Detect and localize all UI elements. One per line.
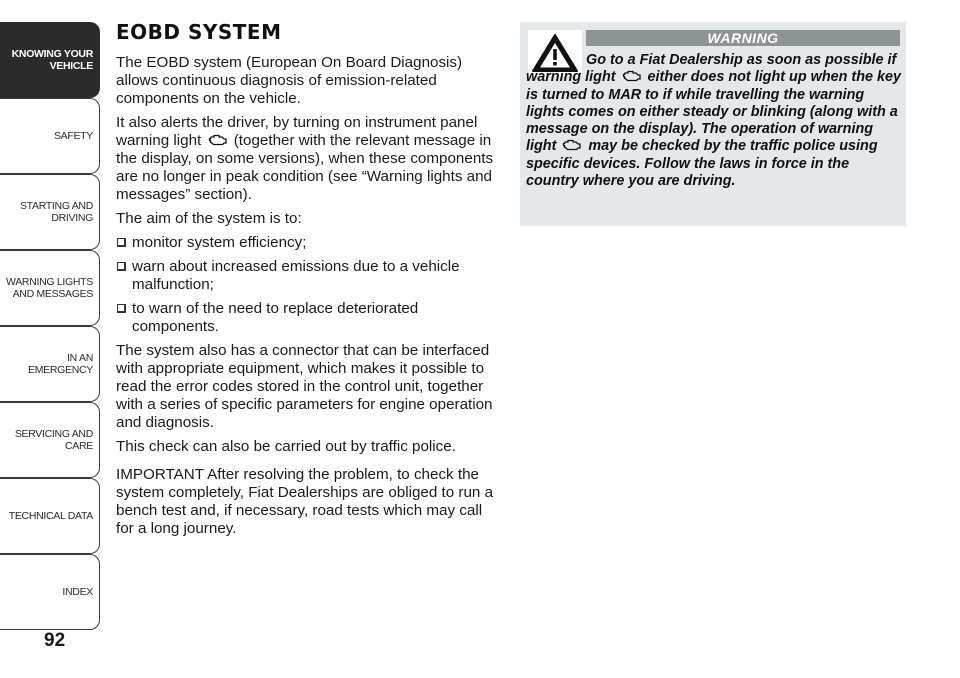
list-item: warn about increased emissions due to a vehicle malfunction; — [116, 258, 500, 294]
alert-paragraph — [116, 114, 500, 204]
list-item: to warn of the need to replace deteriorated components. — [116, 300, 500, 336]
tab-technical-data[interactable]: TECHNICAL DATA — [0, 478, 100, 554]
intro-paragraph: The EOBD system (European On Board Diagnosis) allows continuous diagnosis of emission-related components on the vehicle. — [116, 54, 463, 107]
police-paragraph: This check can also be carried out by traffic police. — [116, 438, 456, 455]
main-content — [116, 20, 500, 544]
checkbox-bullet-icon — [117, 238, 126, 247]
page-title: EOBD SYSTEM — [116, 20, 282, 44]
connector-paragraph: The system also has a connector that can be interfaced with appropriate equipment, which makes it possible to read the error codes stored in the control unit, together with a series of specific parameters for engine operation and diagnosis. — [116, 342, 493, 431]
alert-text-before: It also alerts the driver, by turning on instrument panel warning light — [116, 114, 478, 149]
tab-warning-lights-and-messages[interactable]: WARNING LIGHTS AND MESSAGES — [0, 250, 100, 326]
tab-index[interactable]: INDEX — [0, 554, 100, 630]
engine-check-icon — [622, 70, 642, 82]
alert-text-after: (together with the relevant message in the display, on some versions), when these components are no longer in peak condition (see “Warning lights and messages” section). — [116, 132, 494, 203]
tab-servicing-and-care[interactable]: SERVICING AND CARE — [0, 402, 100, 478]
checkbox-bullet-icon — [117, 262, 126, 271]
warning-text: Go to a Fiat Dealership as soon as possible if warning light either does not light up when the key is turned to MAR to if while travelling the warning lights comes on either steady or blinking (along with a message on the display). The operation of warning light may be checked by the traffic police using specific devices. Follow the laws in force in the country where you are driving. — [526, 52, 902, 190]
warning-box — [520, 22, 906, 226]
list-item: monitor system efficiency; — [116, 234, 500, 252]
warning-header: WARNING — [586, 30, 900, 46]
tab-safety[interactable]: SAFETY — [0, 98, 100, 174]
important-paragraph: IMPORTANT After resolving the problem, to check the system completely, Fiat Dealerships are obliged to run a bench test and, if necessary, road tests which may call for a long journey. — [116, 466, 494, 537]
engine-check-icon — [562, 139, 582, 151]
page-number: 92 — [44, 630, 66, 651]
engine-check-icon — [208, 134, 228, 146]
aim-list — [116, 234, 500, 336]
tab-knowing-your-vehicle[interactable]: KNOWING YOUR VEHICLE — [0, 22, 100, 98]
checkbox-bullet-icon — [117, 304, 126, 313]
aim-paragraph: The aim of the system is to: — [116, 210, 302, 227]
tab-starting-and-driving[interactable]: STARTING AND DRIVING — [0, 174, 100, 250]
tab-in-an-emergency[interactable]: IN AN EMERGENCY — [0, 326, 100, 402]
